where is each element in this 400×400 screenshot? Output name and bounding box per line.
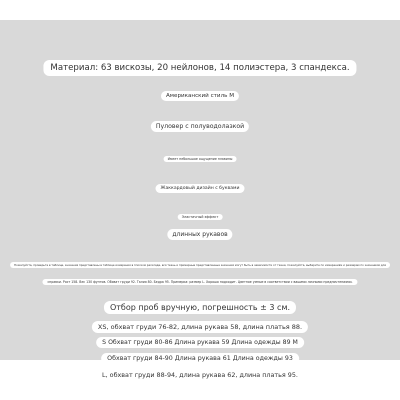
reference-model-info: справки. Рост 158. Вес 130 фунтов. Обхват груди 92. Талия 80. Бедра 95. Примерка: размер L. Хорошо подходит. Цветное умные в соответствии с вашими личными предпочтениями. — [42, 279, 357, 285]
pullover-label: Пуловер с полуводолазкой — [151, 121, 249, 132]
long-sleeves-label: длинных рукавов — [167, 229, 232, 240]
size-xs-row: XS, обхват груди 76-82, длина рукава 58, длина платья 88. — [92, 321, 308, 333]
sampling-tolerance-label: Отбор проб вручную, погрешность ± 3 см. — [104, 301, 296, 314]
jacquard-design-label: Жаккардовый дизайн с буквами — [156, 184, 245, 193]
size-l-row: L, обхват груди 88-94, длина рукава 62, длина платья 95. — [96, 369, 304, 381]
size-m-row: Обхват груди 84-90 Длина рукава 61 Длина одежды 93 — [101, 353, 299, 364]
style-label: Американский стиль М — [161, 91, 239, 101]
product-info-panel — [0, 20, 400, 379]
fabric-feel-note: Имеет небольшое ощущение плавины — [164, 156, 237, 162]
size-s-row: S Обхват груди 80-86 Длина рукава 59 Длина одежды 89 M — [96, 337, 304, 348]
measurement-disclaimer: Пожалуйста, проверьте в таблице, значения представлены в таблице измерения в плоском раскладе, вся ткань и примерные представленные значения могут быть в зависимости от ткани, пожалуйста, выберите по измерениям и размерам по значениям для — [10, 262, 390, 268]
elastic-effect-label: Эластичный эффект — [178, 214, 223, 220]
material-label: Материал: 63 вискозы, 20 нейлонов, 14 полиэстера, 3 спандекса. — [43, 60, 356, 76]
